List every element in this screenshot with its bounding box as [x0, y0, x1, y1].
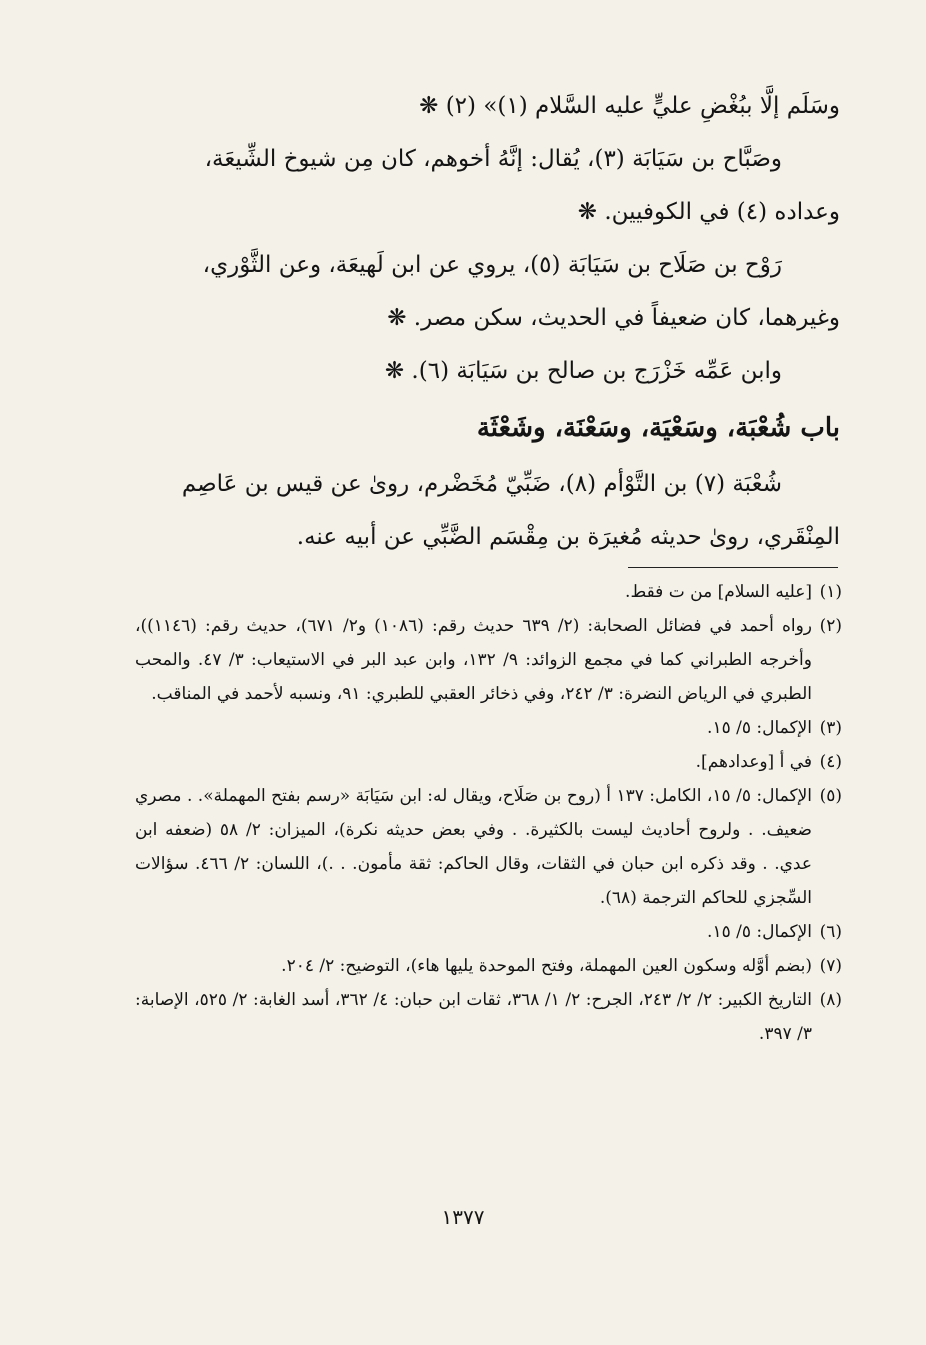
footnote-number: (١): [819, 582, 842, 602]
footnote-text: الإكمال: ٥/ ١٥، الكامل: ١٣٧ أ (روح بن صَلَاح، ويقال له: ابن سَيَابَة «رسم بفتح المهملة». . مصري ضعيف. . ولروح أحاديث ليست بالكثيرة. . وفي بعض حديثه نكرة)، الميزان: ٢/ ٥٨ (ضعفه ابن عدي. . وقد ذكره ابن حبان في الثقات، وقال الحاكم: ثقة مأمون. . .)، اللسان: ٢/ ٤٦٦. سؤالات السِّجزي للحاكم الترجمة (٦٨).: [135, 786, 812, 908]
footnote-separator: [628, 567, 838, 568]
footnote-3: [135, 711, 842, 745]
footnote-number: (٨): [819, 990, 842, 1010]
footnote-text: التاريخ الكبير: ٢/ ٢/ ٢٤٣، الجرح: ٢/ ١/ ٣٦٨، ثقات ابن حبان: ٤/ ٣٦٢، أسد الغابة: ٢/ ٥٢٥، الإصابة: ٣/ ٣٩٧.: [135, 990, 812, 1044]
footnote-text: رواه أحمد في فضائل الصحابة: (٢/ ٦٣٩ حديث رقم: (١٠٨٦) و٢/ ٦٧١)، حديث رقم: (١١٤٦))، وأخرجه الطبراني كما في مجمع الزوائد: ٩/ ١٣٢، وابن عبد البر في الاستيعاب: ٣/ ٤٧. والمحب الطبري في الرياض النضرة: ٣/ ٢٤٢، وفي ذخائر العقبي للطبري: ٩١، ونسبه لأحمد في المناقب.: [135, 616, 812, 704]
paragraph-rawh-line-1: رَوْح بن صَلَاح بن سَيَابَة (٥)، يروي عن ابن لَهيعَة، وعن الثَّوْري،: [202, 252, 782, 278]
footnotes: [135, 575, 842, 1051]
footnote-text: (بضم أوَّله وسكون العين المهملة، وفتح الموحدة يليها هاء)، التوضيح: ٢/ ٢٠٤.: [281, 956, 812, 976]
footnote-number: (٢): [819, 616, 842, 636]
footnote-text: [عليه السلام] من ت فقط.: [625, 582, 812, 602]
paragraph-sabbah-line-2: وعداده (٤) في الكوفيين. ❋: [577, 199, 840, 225]
paragraph-khazraj: وابن عَمِّه خَزْرَج بن صالح بن سَيَابَة (٦). ❋: [384, 358, 782, 384]
footnote-number: (٧): [819, 956, 842, 976]
paragraph-sabbah: [150, 133, 840, 186]
footnote-4: [135, 745, 842, 779]
footnote-6: [135, 915, 842, 949]
paragraph-shuba-line-1: شُعْبَة (٧) بن التَّوْأم (٨)، ضَبِّيّ مُخَضْرم، روىٰ عن قيس بن عَاصِم: [181, 471, 782, 497]
section-heading: باب شُعْبَة، وسَعْيَة، وسَعْنَة، وشَعْثَة: [476, 413, 840, 443]
footnote-2: [135, 609, 842, 711]
paragraph-rawh-line-2: وغيرهما، كان ضعيفاً في الحديث، سكن مصر. ❋: [387, 305, 840, 331]
paragraph-shuba-line-2: المِنْقَري، روىٰ حديثه مُغيرَة بن مِقْسَم الضَّبِّي عن أبيه عنه.: [296, 524, 840, 550]
main-text: [150, 80, 840, 564]
footnote-number: (٦): [819, 922, 842, 942]
footnote-number: (٤): [819, 752, 842, 772]
footnote-text: الإكمال: ٥/ ١٥.: [707, 718, 812, 738]
footnote-number: (٥): [819, 786, 842, 806]
paragraph-sabbah-line-1: وصَبَّاح بن سَيَابَة (٣)، يُقال: إنَّهُ أخوهم، كان مِن شيوخ الشِّيعَة،: [204, 146, 782, 172]
footnote-8: [135, 983, 842, 1051]
footnote-1: [135, 575, 842, 609]
footnote-7: [135, 949, 842, 983]
footnote-number: (٣): [819, 718, 842, 738]
text-line-1: وسَلَم إلَّا ببُغْضِ عليٍّ عليه السَّلام (١)» (٢) ❋: [419, 93, 840, 119]
page-number: ١٣٧٧: [441, 1205, 485, 1229]
footnote-text: الإكمال: ٥/ ١٥.: [707, 922, 812, 942]
footnote-5: [135, 779, 842, 915]
footnote-text: في أ [وعدادهم].: [695, 752, 812, 772]
